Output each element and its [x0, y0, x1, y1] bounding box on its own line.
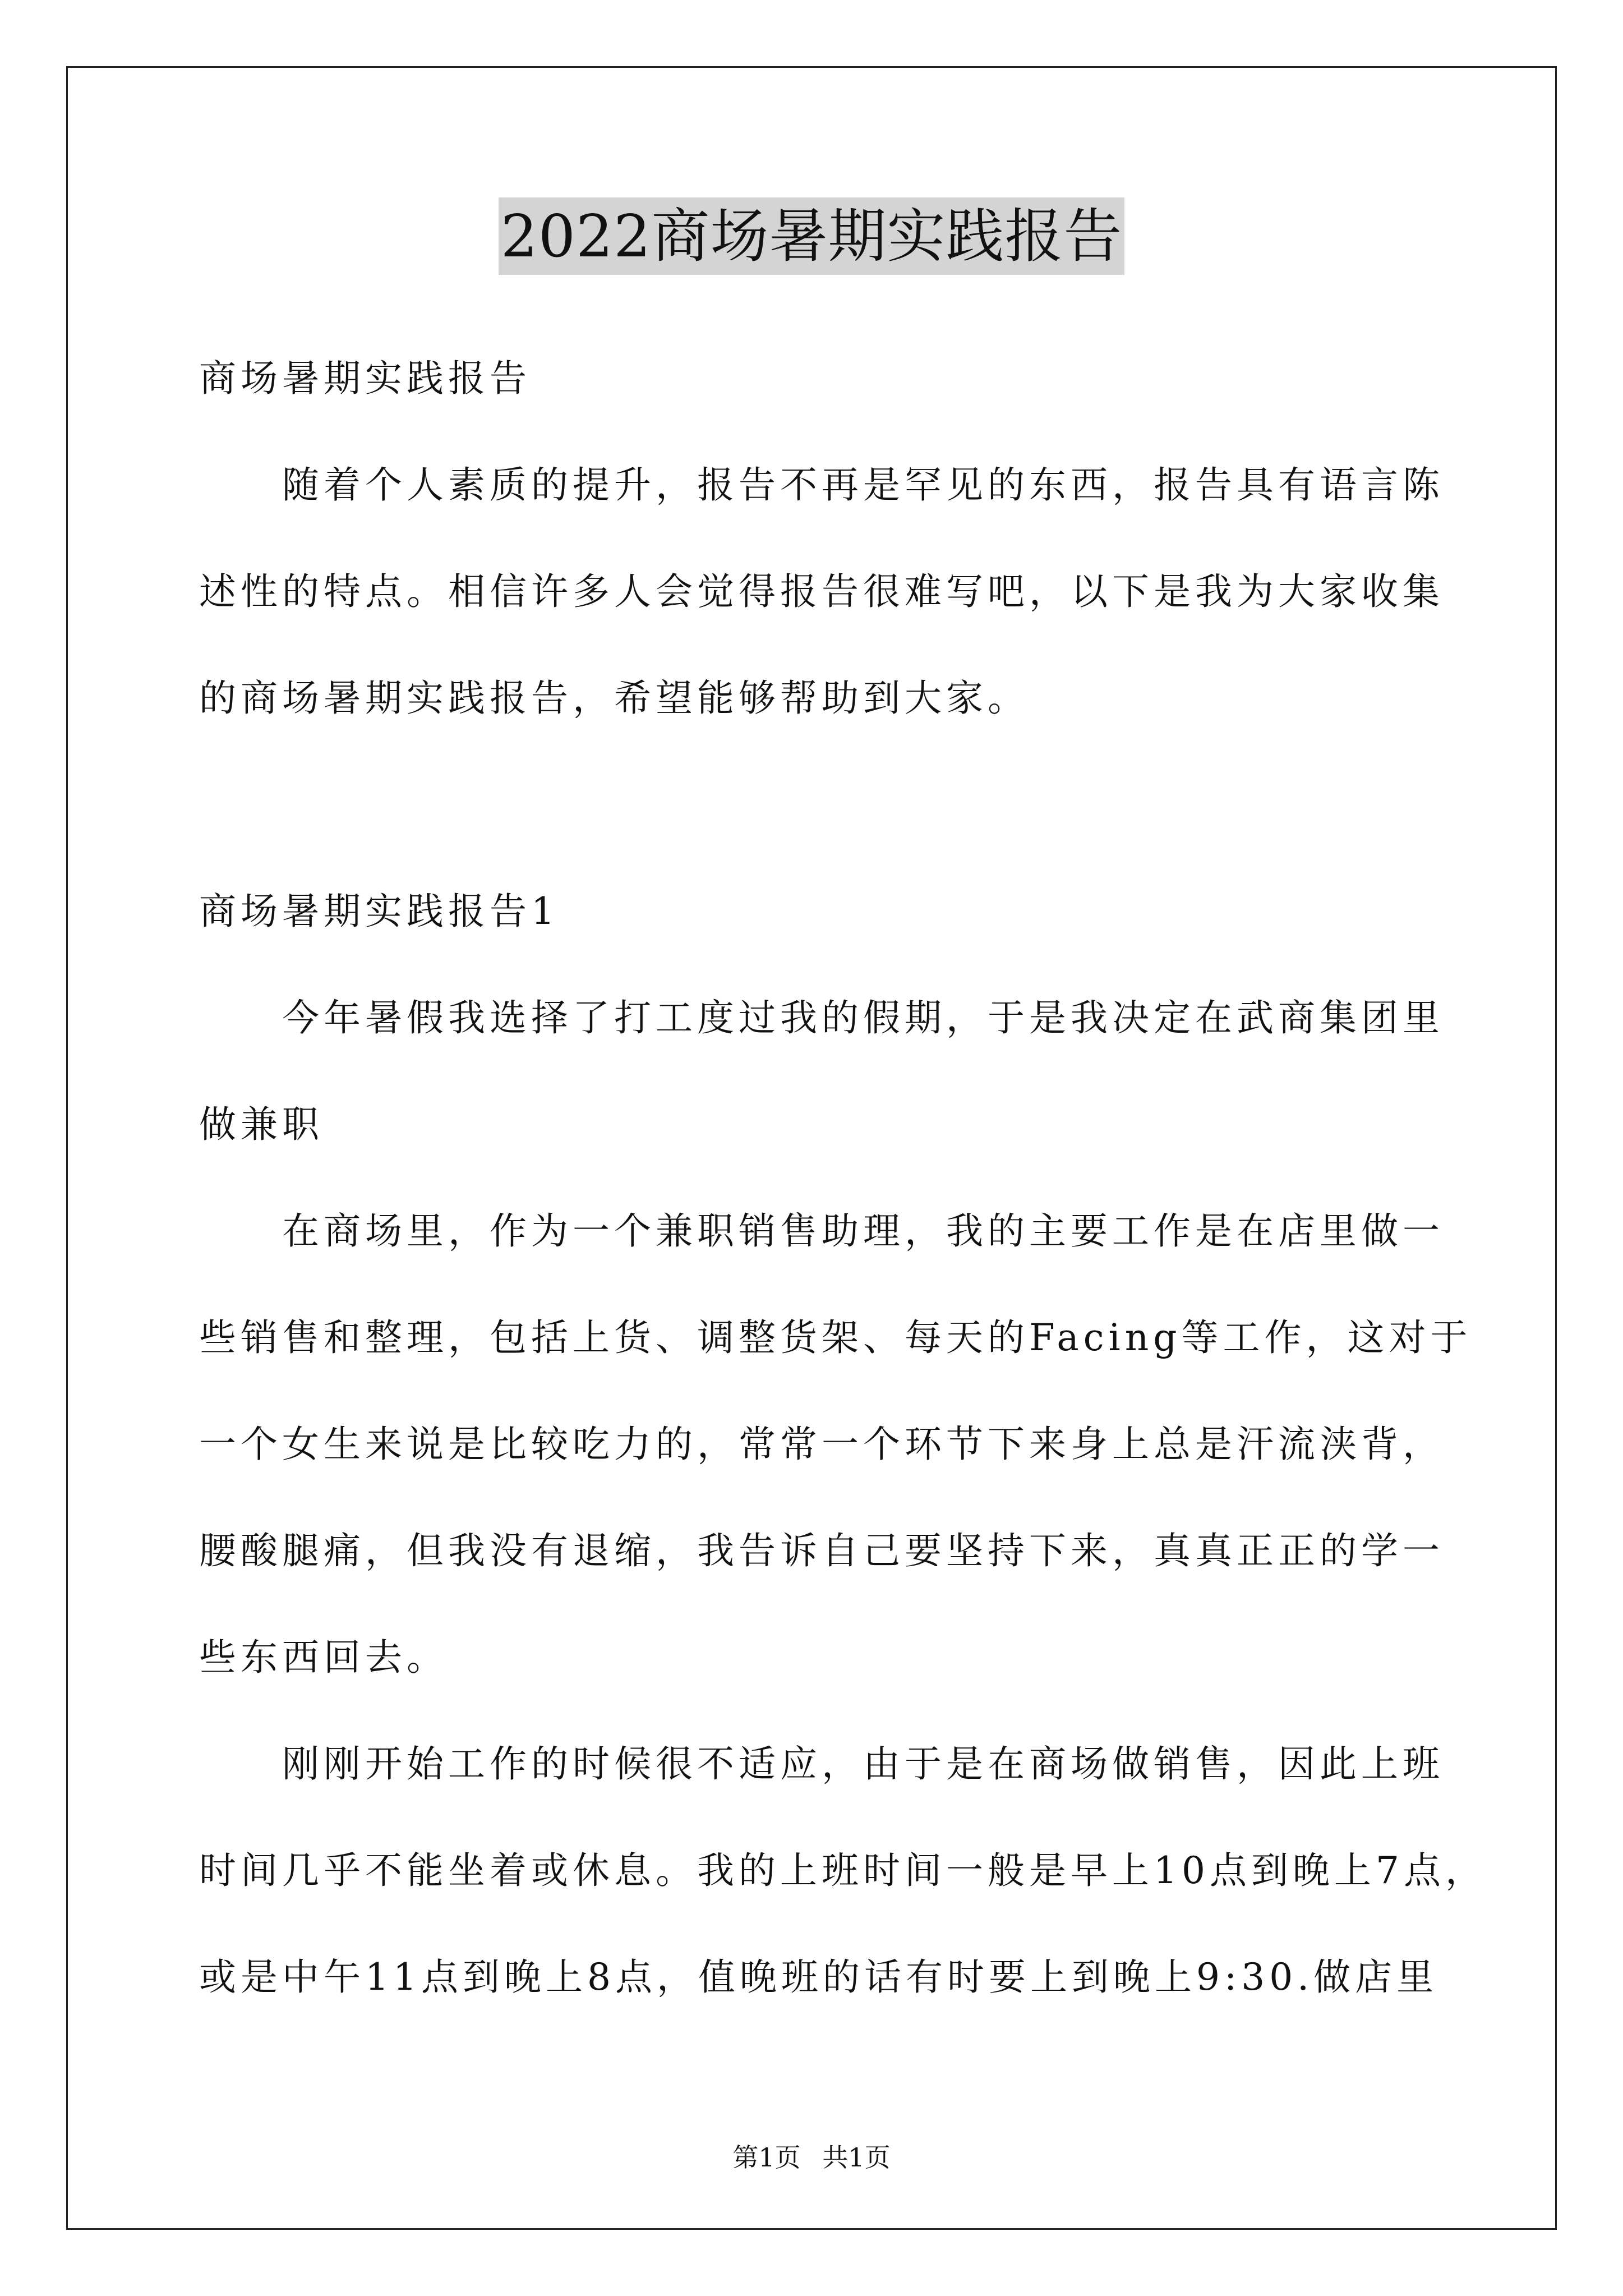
- paragraph-line: 做兼职: [199, 1103, 324, 1146]
- paragraph-line: 些销售和整理，包括上货、调整货架、每天的Facing等工作，这对于: [199, 1316, 1472, 1359]
- paragraph-line: 刚刚开始工作的时候很不适应，由于是在商场做销售，因此上班: [282, 1742, 1444, 1786]
- title-wrap: [0, 197, 1623, 275]
- page-number: 第1页: [732, 2142, 801, 2173]
- paragraph-line: 随着个人素质的提升，报告不再是罕见的东西，报告具有语言陈: [282, 463, 1444, 507]
- paragraph-line: 些东西回去。: [199, 1636, 448, 1679]
- page-total: 共1页: [822, 2142, 891, 2173]
- document-title: 2022商场暑期实践报告: [499, 197, 1125, 275]
- section-heading: 商场暑期实践报告1: [199, 890, 559, 933]
- paragraph-line: 时间几乎不能坐着或休息。我的上班时间一般是早上10点到晚上7点，: [199, 1849, 1487, 1892]
- paragraph-line: 的商场暑期实践报告，希望能够帮助到大家。: [199, 677, 1029, 720]
- paragraph-line: 述性的特点。相信许多人会觉得报告很难写吧，以下是我为大家收集: [199, 570, 1444, 613]
- page-footer: [0, 2142, 1623, 2173]
- paragraph-line: 在商场里，作为一个兼职销售助理，我的主要工作是在店里做一: [282, 1209, 1444, 1253]
- paragraph-line: 腰酸腿痛，但我没有退缩，我告诉自己要坚持下来，真真正正的学一: [199, 1529, 1444, 1572]
- paragraph-line: 或是中午11点到晚上8点，值晚班的话有时要上到晚上9:30.做店里: [199, 1955, 1438, 1999]
- paragraph-line: 今年暑假我选择了打工度过我的假期，于是我决定在武商集团里: [282, 996, 1444, 1039]
- paragraph-line: 一个女生来说是比较吃力的，常常一个环节下来身上总是汗流浃背，: [199, 1423, 1444, 1466]
- subtitle: 商场暑期实践报告: [199, 357, 531, 400]
